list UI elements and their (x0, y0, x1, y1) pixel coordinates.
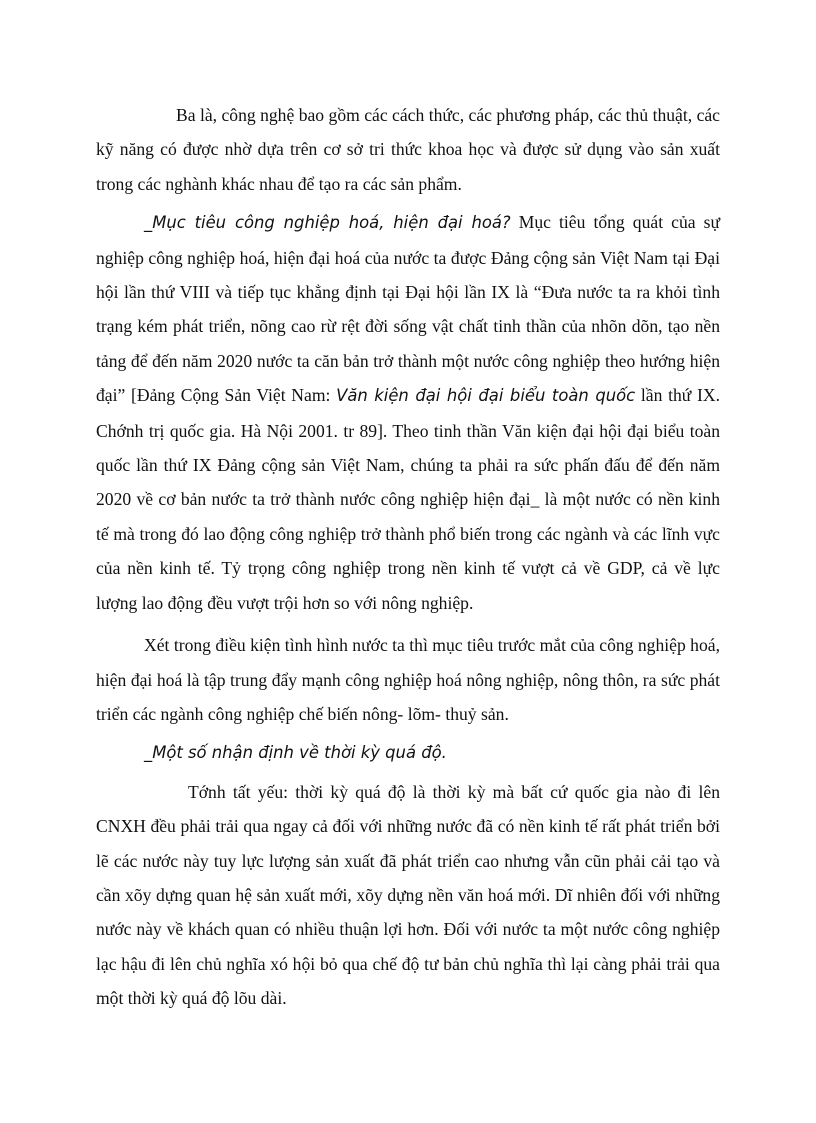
section-heading-transition: _Một số nhận định về thời kỳ quá độ. (144, 743, 447, 763)
paragraph-necessity-text: Tớnh tất yếu: thời kỳ quá độ là thời kỳ mà bất cứ quốc gia nào đi lên CNXH đều phải trải qua ngay cả đối với những nước đã có nền kinh tế rất phát triển bởi lẽ các nước này tuy lực lượng sản xuất đã phát triển cao nhưng vẫn cũn phải cải tạo và cần xõy dựng quan hệ sản xuất mới, xõy dựng nền văn hoá mới. Dĩ nhiên đối với những nước này về khách quan có nhiều thuận lợi hơn. Đối với nước ta một nước công nghiệp lạc hậu đi lên chủ nghĩa xó hội bỏ qua chế độ tư bản chủ nghĩa thì lại càng phải trải qua một thời kỳ quá độ lõu dài. (96, 781, 720, 1009)
paragraph-immediate-goal (96, 628, 720, 731)
paragraph-immediate-goal-text: Xét trong điều kiện tình hình nước ta thì mục tiêu trước mắt của công nghiệp hoá, hiện đại hoá là tập trung đẩy mạnh công nghiệp hoá nông nghiệp, nông thôn, ra sức phát triển các ngành công nghiệp chế biến nông- lõm- thuỷ sản. (96, 635, 720, 724)
document-page (96, 98, 720, 1016)
paragraph-industrialization-goal (96, 205, 720, 620)
paragraph-technology (96, 98, 720, 201)
paragraph-transition-heading (96, 735, 720, 770)
goal-text-part-b: lần thứ IX. Chớnh trị quốc gia. Hà Nội 2001. tr 89]. Theo tinh thần Văn kiện đại hội đại biểu toàn quốc lần thứ IX Đảng cộng sản Việt Nam, chúng ta phải ra sức phấn đấu để đến năm 2020 về cơ bản nước ta trở thành nước công nghiệp hiện đại_ là một nước có nền kinh tế mà trong đó lao động công nghiệp trở thành phổ biến trong các ngành và các lĩnh vực của nền kinh tế. Tỷ trọng công nghiệp trong nền kinh tế vượt cả về GDP, cả về lực lượng lao động đều vượt trội hơn so với nông nghiệp. (96, 385, 720, 613)
goal-text-part-a: Mục tiêu tổng quát của sự nghiệp công nghiệp hoá, hiện đại hoá của nước ta được Đảng cộng sản Việt Nam tại Đại hội lần thứ VIII và tiếp tục khẳng định tại Đại hội lần IX là “Đưa nước ta ra khỏi tình trạng kém phát triển, nõng cao rừ rệt đời sống vật chất tinh thần của nhõn dõn, tạo nền tảng để đến năm 2020 nước ta căn bản trở thành một nước công nghiệp theo hướng hiện đại” [Đảng Cộng Sản Việt Nam: (96, 212, 721, 406)
section-heading-goal: _Mục tiêu công nghiệp hoá, hiện đại hoá? (144, 213, 511, 233)
paragraph-necessity (96, 775, 720, 1016)
paragraph-technology-text: Ba là, công nghệ bao gồm các cách thức, các phương pháp, các thủ thuật, các kỹ năng có được nhờ dựa trên cơ sở tri thức khoa học và được sử dụng vào sản xuất trong các nghành khác nhau để tạo ra các sản phẩm. (96, 105, 720, 194)
citation-title: Văn kiện đại hội đại biểu toàn quốc (336, 386, 636, 406)
